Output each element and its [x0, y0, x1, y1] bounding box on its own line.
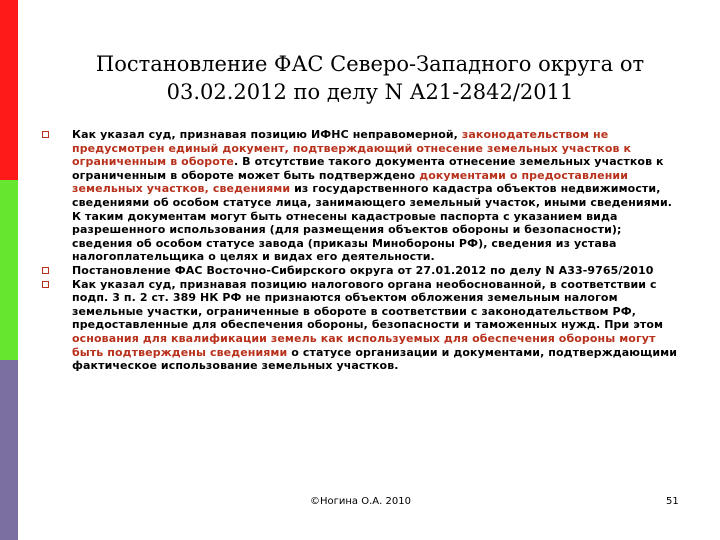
square-bullet-icon: [42, 131, 49, 138]
slide-title-line1: Постановление ФАС Северо-Западного округа от: [95, 52, 645, 76]
bullet-item: [42, 278, 682, 373]
bullet-text: [72, 264, 682, 278]
page-number: 51: [666, 496, 679, 507]
text-segment: из государственного кадастра объектов недвижимости, сведениями об особом статусе лица, занимающего земельный участок, иными сведениями. К таким документам могут быть отнесены кадастровые паспорта с указанием вида разрешенного использования (для размещения объектов обороны и безопасности); сведения об особом статусе завода (приказы Минобороны РФ), сведения из устава налогоплательщика о целях и видах его деятельности.: [72, 182, 673, 264]
accent-bar-green: [0, 180, 18, 360]
bullet-text: [72, 128, 682, 264]
square-bullet-icon: [42, 281, 49, 288]
highlighted-text: документами о предоставлении земельных участков, сведениями: [72, 168, 629, 196]
text-segment: Как указал суд, признавая позицию ИФНС неправомерной,: [72, 128, 462, 141]
text-segment: . В отсутствие такого документа отнесение земельных участков к ограниченным в обороте может быть подтверждено: [72, 155, 664, 182]
slide-title: [60, 50, 680, 106]
text-segment: Постановление ФАС Восточно-Сибирского округа от 27.01.2012 по делу N А33-9765/2010: [72, 263, 654, 277]
text-segment: о статусе организации и документами, подтверждающими фактическое использование земельных участков.: [72, 345, 678, 373]
slide-content: [42, 128, 682, 373]
square-bullet-icon: [42, 267, 49, 274]
text-segment: Как указал суд, признавая позицию налогового органа необоснованной, в соответствии с подп. 3 п. 2 ст. 389 НК РФ не признаются объектом обложения земельным налогом земельные участки, ограниченные в обороте в соответствии с законодательством РФ, предоставленные для обеспечения обороны, безопасности и таможенных нужд. При этом: [72, 277, 664, 332]
bullet-item: [42, 264, 682, 278]
accent-bar-red: [0, 0, 18, 180]
highlighted-text: основания для квалификации земель как используемых для обеспечения обороны могут быть подтверждены сведениями: [72, 331, 656, 359]
footer-author: ©Ногина О.А. 2010: [310, 496, 411, 507]
slide-title-line2: 03.02.2012 по делу N А21-2842/2011: [166, 80, 574, 104]
accent-bar-purple: [0, 360, 18, 540]
highlighted-text: законодательством не предусмотрен единый документ, подтверждающий отнесение земельных участков к ограниченным в обороте: [72, 128, 632, 169]
bullet-item: [42, 128, 682, 264]
bullet-text: [72, 278, 682, 373]
